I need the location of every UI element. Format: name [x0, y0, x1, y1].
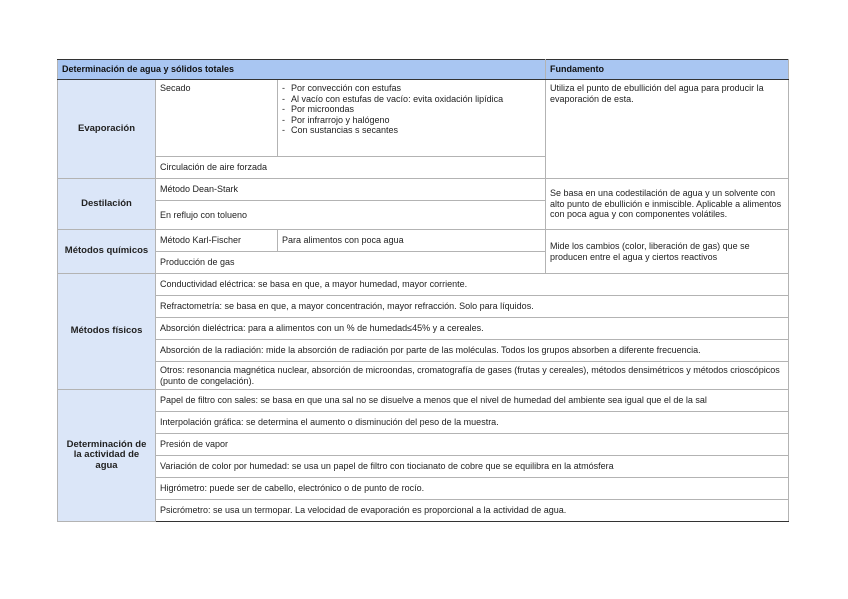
fisicos-label: Métodos físicos [58, 274, 156, 390]
destilacion-fundamento: Se basa en una codestilación de agua y un solvente con alto punto de ebullición e inmiscible. Aplicable a alimentos con poca agua y con componentes volátiles. [546, 179, 789, 230]
secado-list [282, 83, 541, 136]
header-fundamento: Fundamento [546, 60, 789, 80]
table-row: Papel de filtro con sales: se basa en que una sal no se disuelve a menos que el nivel de humedad del ambiente sea igual que el de la sal [156, 390, 789, 412]
list-item: - Con sustancias s secantes [282, 125, 541, 136]
fisicos-row-1 [58, 274, 789, 296]
fisicos-row-3 [58, 318, 789, 340]
actividad-row-6 [58, 500, 789, 522]
secado-cell: Secado [156, 80, 278, 157]
quimicos-row-1 [58, 230, 789, 252]
evaporacion-row-1 [58, 80, 789, 157]
list-item: - Al vacío con estufas de vacío: evita oxidación lipídica [282, 94, 541, 105]
karl-fischer-note: Para alimentos con poca agua [278, 230, 546, 252]
table-row: Refractometría: se basa en que, a mayor concentración, mayor refracción. Solo para líquidos. [156, 296, 789, 318]
circulacion-cell: Circulación de aire forzada [156, 157, 546, 179]
reflujo-cell: En reflujo con tolueno [156, 201, 546, 230]
quimicos-label: Métodos químicos [58, 230, 156, 274]
gas-cell: Producción de gas [156, 252, 546, 274]
list-item: - Por convección con estufas [282, 83, 541, 94]
table-row: Presión de vapor [156, 434, 789, 456]
actividad-row-1 [58, 390, 789, 412]
table-row: Variación de color por humedad: se usa un papel de filtro con tiocianato de cobre que se equilibra en la atmósfera [156, 456, 789, 478]
table-row: Otros: resonancia magnética nuclear, absorción de microondas, cromatografía de gases (frutas y cereales), métodos densimétricos y métodos crioscópicos (punto de congelación). [156, 362, 789, 390]
fisicos-row-5 [58, 362, 789, 390]
dean-stark-cell: Método Dean-Stark [156, 179, 546, 201]
destilacion-row-1 [58, 179, 789, 201]
evaporacion-fundamento: Utiliza el punto de ebullición del agua para producir la evaporación de esta. [546, 80, 789, 179]
karl-fischer-cell: Método Karl-Fischer [156, 230, 278, 252]
evaporacion-label: Evaporación [58, 80, 156, 179]
fisicos-row-4 [58, 340, 789, 362]
table-row: Conductividad eléctrica: se basa en que, a mayor humedad, mayor corriente. [156, 274, 789, 296]
secado-methods [278, 80, 546, 157]
table-row: Absorción de la radiación: mide la absorción de radiación por parte de las moléculas. Todos los grupos absorben a diferente frecuencia. [156, 340, 789, 362]
actividad-label: Determinación de la actividad de agua [58, 390, 156, 522]
quimicos-fundamento: Mide los cambios (color, liberación de gas) que se producen entre el agua y ciertos reactivos [546, 230, 789, 274]
header-title: Determinación de agua y sólidos totales [58, 60, 546, 80]
methods-table [57, 59, 789, 522]
table-row: Higrómetro: puede ser de cabello, electrónico o de punto de rocío. [156, 478, 789, 500]
list-item: - Por infrarrojo y halógeno [282, 115, 541, 126]
table-row: Interpolación gráfica: se determina el aumento o disminución del peso de la muestra. [156, 412, 789, 434]
actividad-row-3 [58, 434, 789, 456]
table-row: Absorción dieléctrica: para a alimentos con un % de humedad≤45% y a cereales. [156, 318, 789, 340]
actividad-row-2 [58, 412, 789, 434]
table-row: Psicrómetro: se usa un termopar. La velocidad de evaporación es proporcional a la actividad de agua. [156, 500, 789, 522]
header-row [58, 60, 789, 80]
destilacion-label: Destilación [58, 179, 156, 230]
actividad-row-4 [58, 456, 789, 478]
list-item: - Por microondas [282, 104, 541, 115]
actividad-row-5 [58, 478, 789, 500]
fisicos-row-2 [58, 296, 789, 318]
